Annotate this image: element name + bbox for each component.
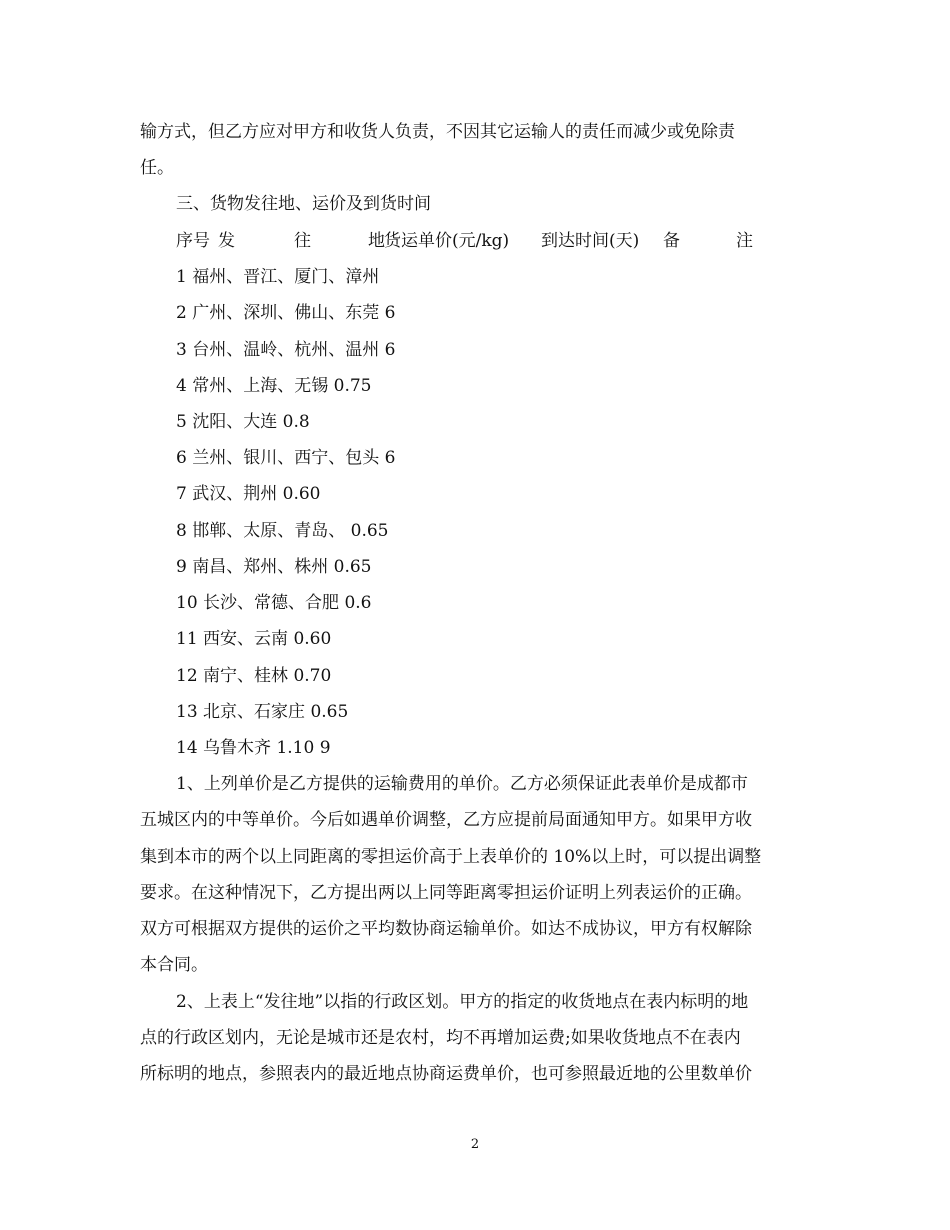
table-row: 7 武汉、荆州 0.60 [176,484,321,504]
table-row: 3 台州、温岭、杭州、温州 6 [176,340,396,360]
intro-line: 任。 [140,158,174,178]
header-remark-2: 注 [736,231,753,251]
table-row: 9 南昌、郑州、株州 0.65 [176,557,372,577]
header-unit-price: 货运单价(元/kg) [384,231,510,251]
header-remark-1: 备 [663,231,680,251]
paragraph1-line: 集到本市的两个以上同距离的零担运价高于上表单价的 10%以上时，可以提出调整 [140,847,762,867]
table-row: 4 常州、上海、无锡 0.75 [176,376,372,396]
header-index: 序号 [176,231,210,251]
paragraph1-line: 五城区内的中等单价。今后如遇单价调整，乙方应提前局面通知甲方。如果甲方收 [140,810,752,830]
table-row: 8 邯郸、太原、青岛、 0.65 [176,521,389,541]
table-row: 11 西安、云南 0.60 [176,629,332,649]
table-header-row [176,230,816,252]
paragraph2-line: 点的行政区划内，无论是城市还是农村，均不再增加运费;如果收货地点不在表内 [140,1028,741,1048]
section-title: 三、货物发往地、运价及到货时间 [176,194,431,214]
header-dest-1: 发 [218,231,235,251]
paragraph1-line: 1、上列单价是乙方提供的运输费用的单价。乙方必须保证此表单价是成都市 [176,774,748,794]
table-row: 10 长沙、常德、合肥 0.6 [176,593,372,613]
header-dest-2: 往 [294,231,311,251]
table-row: 12 南宁、桂林 0.70 [176,666,332,686]
paragraph1-line: 双方可根据双方提供的运价之平均数协商运输单价。如达不成协议，甲方有权解除 [140,919,752,939]
paragraph2-line: 2、上表上“发往地”以指的行政区划。甲方的指定的收货地点在表内标明的地 [176,992,749,1012]
intro-line: 输方式，但乙方应对甲方和收货人负责，不因其它运输人的责任而减少或免除责 [140,122,735,142]
table-row: 5 沈阳、大连 0.8 [176,412,310,432]
header-arrival-days: 到达时间(天) [541,231,640,251]
header-dest-3: 地 [368,231,385,251]
paragraph2-line: 所标明的地点，参照表内的最近地点协商运费单价，也可参照最近地的公里数单价 [140,1064,752,1084]
table-row: 2 广州、深圳、佛山、东莞 6 [176,303,396,323]
paragraph1-line: 本合同。 [140,955,208,975]
table-row: 14 乌鲁木齐 1.10 9 [176,738,331,758]
paragraph1-line: 要求。在这种情况下，乙方提出两以上同等距离零担运价证明上列表运价的正确。 [140,883,752,903]
table-row: 6 兰州、银川、西宁、包头 6 [176,448,396,468]
table-row: 13 北京、石家庄 0.65 [176,702,349,722]
table-row: 1 福州、晋江、厦门、漳州 [176,267,380,287]
page-number: 2 [470,1137,480,1152]
